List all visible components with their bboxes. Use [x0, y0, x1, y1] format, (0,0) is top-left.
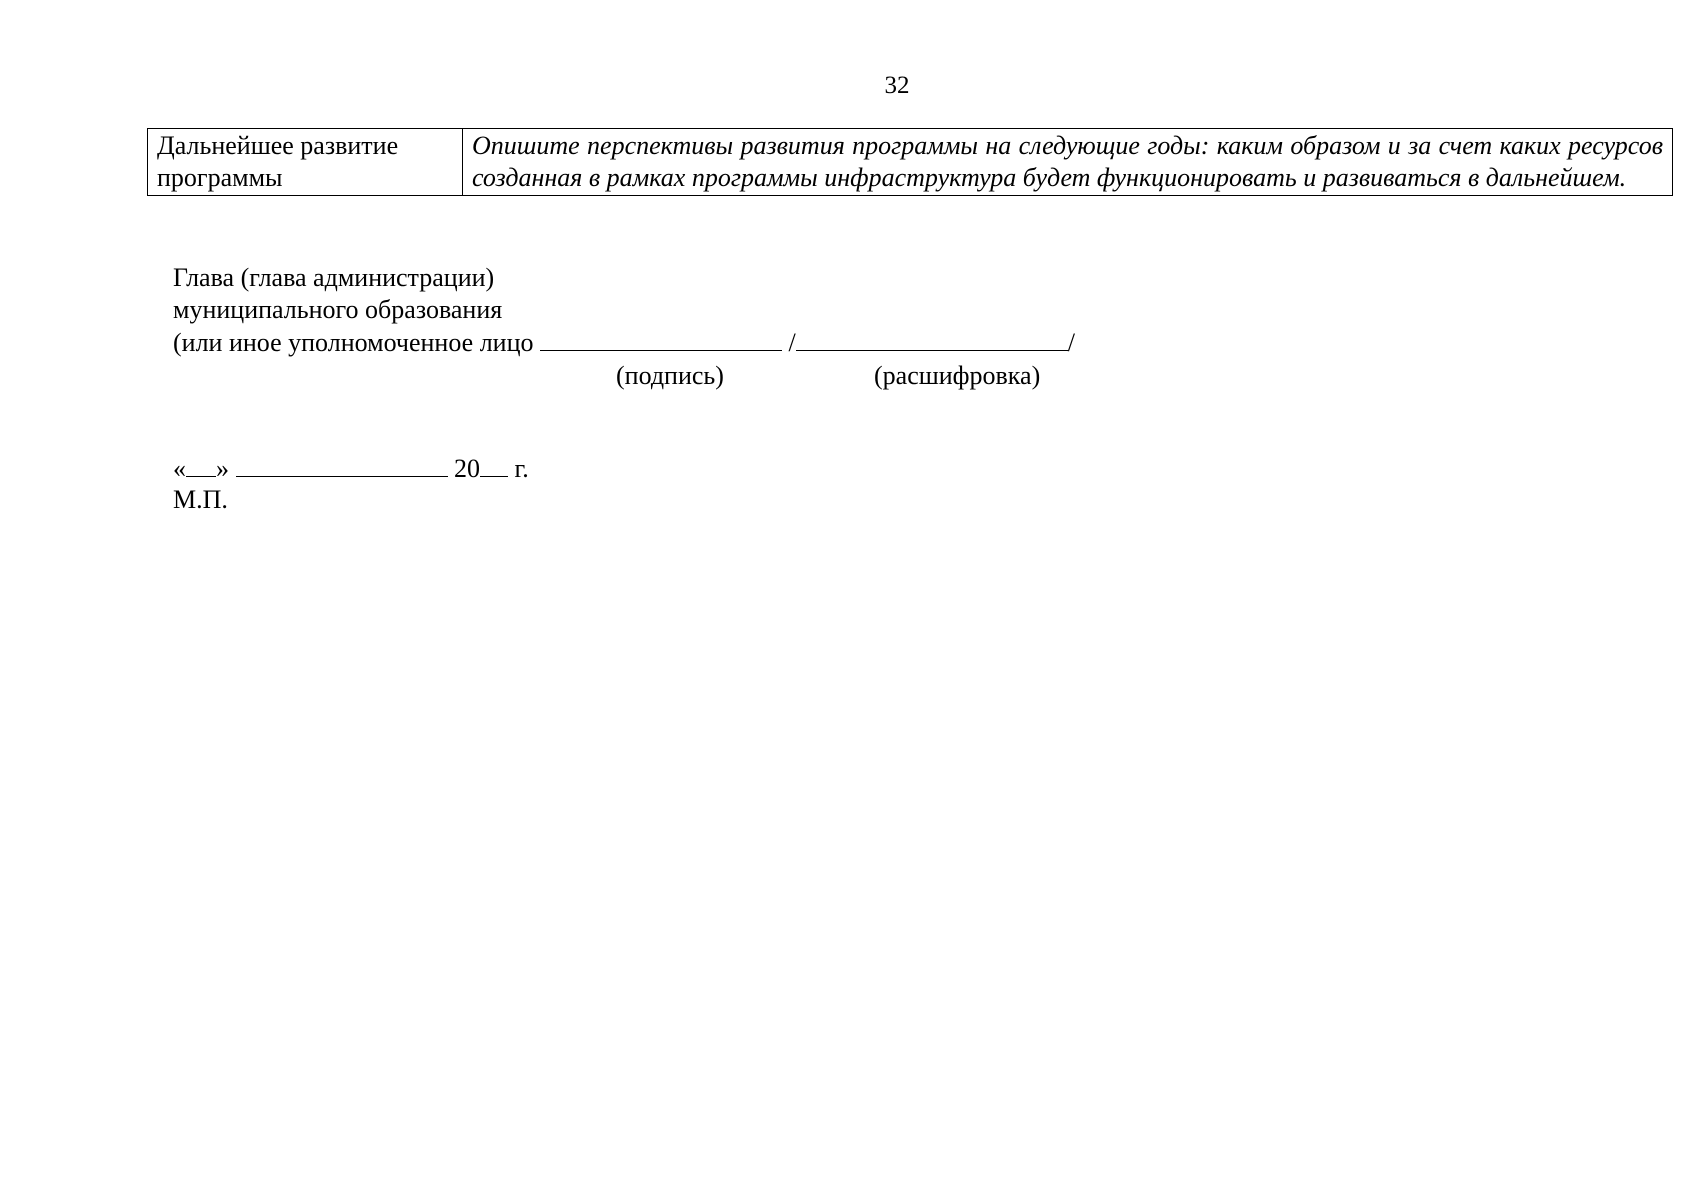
year-prefix: 20	[454, 454, 480, 483]
page-number: 32	[884, 72, 910, 99]
table-label-cell: Дальнейшее развитие программы	[148, 129, 463, 196]
stamp-label: М.П.	[173, 485, 228, 514]
signature-title-line-3	[173, 326, 1075, 358]
quote-open: «	[173, 454, 186, 483]
signature-title-line-2: муниципального образования	[173, 295, 503, 324]
signature-title-line-1: Глава (глава администрации)	[173, 263, 495, 292]
day-blank-field	[186, 452, 216, 477]
slash-close: /	[1067, 328, 1075, 357]
decoding-caption: (расшифровка)	[874, 361, 1041, 390]
table-row	[148, 129, 1673, 196]
date-block	[173, 452, 529, 516]
signature-block	[173, 262, 1075, 358]
month-blank-field	[236, 452, 448, 477]
signature-blank-field	[540, 326, 782, 351]
date-line	[173, 452, 529, 484]
quote-close: »	[216, 454, 229, 483]
signature-title-line-3-text: (или иное уполномоченное лицо	[173, 328, 534, 357]
table-description-cell: Опишите перспективы развития программы на следующие годы: каким образом и за счет каких ресурсов созданная в рамках программы инфраструктура будет функционировать и развиваться в дальнейшем.	[463, 129, 1673, 196]
year-suffix: г.	[514, 454, 529, 483]
decoding-blank-field	[796, 326, 1068, 351]
slash-open: /	[788, 328, 796, 357]
year-blank-field	[480, 452, 508, 477]
program-development-table	[147, 128, 1673, 196]
signature-caption: (подпись)	[616, 361, 724, 390]
